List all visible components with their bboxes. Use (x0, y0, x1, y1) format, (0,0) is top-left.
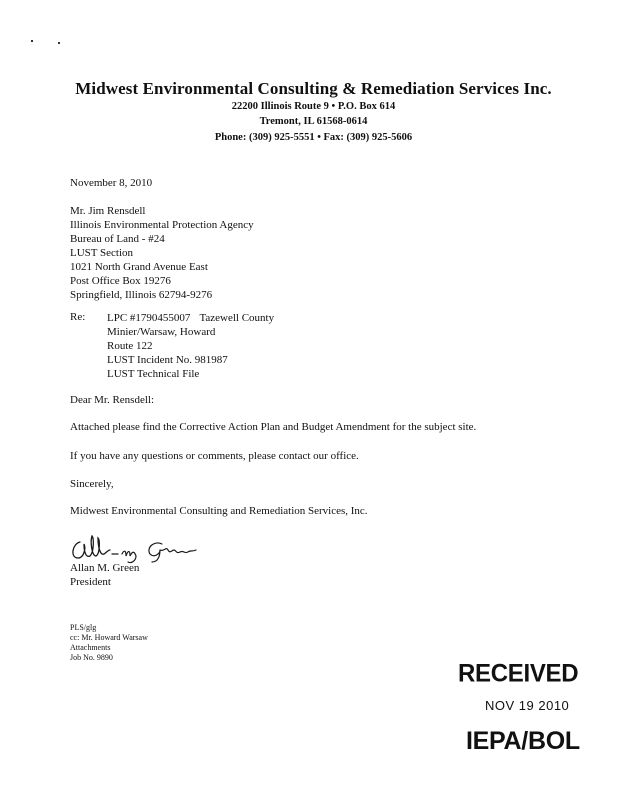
received-stamp: RECEIVED (458, 659, 579, 688)
re-line (107, 311, 274, 325)
received-stamp-date: NOV 19 2010 (485, 698, 570, 713)
recipient-line: 1021 North Grand Avenue East (70, 261, 208, 273)
recipient-line: Mr. Jim Rensdell (70, 205, 146, 217)
re-county: Tazewell County (199, 312, 275, 324)
firm-name: Midwest Environmental Consulting and Remediation Services, Inc. (70, 505, 368, 517)
footer-line: Attachments (70, 643, 111, 652)
re-subject-block (107, 311, 274, 381)
recipient-line: Post Office Box 19276 (70, 275, 171, 287)
salutation: Dear Mr. Rensdell: (70, 394, 155, 406)
footer-line: Job No. 9890 (70, 653, 113, 662)
phone-fax-line: Phone: (309) 925-5551 • Fax: (309) 925-5606 (214, 132, 413, 143)
footer-line: PLS/glg (70, 623, 97, 632)
closing: Sincerely, (70, 478, 114, 490)
letter-date: November 8, 2010 (70, 177, 153, 189)
signer-block (70, 561, 139, 589)
recipient-line: Illinois Environmental Protection Agency (70, 219, 254, 231)
re-line: LUST Technical File (107, 368, 200, 380)
re-line: Minier/Warsaw, Howard (107, 326, 216, 338)
signer-title: President (70, 576, 111, 588)
address-line-2: Tremont, IL 61568-0614 (259, 116, 368, 127)
company-name: Midwest Environmental Consulting & Remediation Services Inc. (75, 79, 552, 98)
recipient-line: Bureau of Land - #24 (70, 233, 165, 245)
re-label: Re: (70, 311, 86, 323)
signer-name: Allan M. Green (70, 562, 140, 574)
address-line-1: 22200 Illinois Route 9 • P.O. Box 614 (231, 101, 396, 112)
scan-speck (31, 40, 33, 42)
footer-line: cc: Mr. Howard Warsaw (70, 633, 148, 642)
re-line: LUST Incident No. 981987 (107, 354, 228, 366)
body-paragraph-2: If you have any questions or comments, please contact our office. (70, 450, 359, 462)
re-lpc-number: LPC #1790455007 (107, 312, 191, 324)
scan-speck (58, 42, 60, 44)
recipient-line: Springfield, Illinois 62794-9276 (70, 289, 213, 301)
re-line: Route 122 (107, 340, 153, 352)
letter-footer (70, 623, 148, 663)
received-stamp-agency: IEPA/BOL (466, 727, 580, 755)
recipient-line: LUST Section (70, 247, 134, 259)
recipient-address (70, 204, 254, 302)
body-paragraph-1: Attached please find the Corrective Action Plan and Budget Amendment for the subject site. (70, 421, 477, 433)
